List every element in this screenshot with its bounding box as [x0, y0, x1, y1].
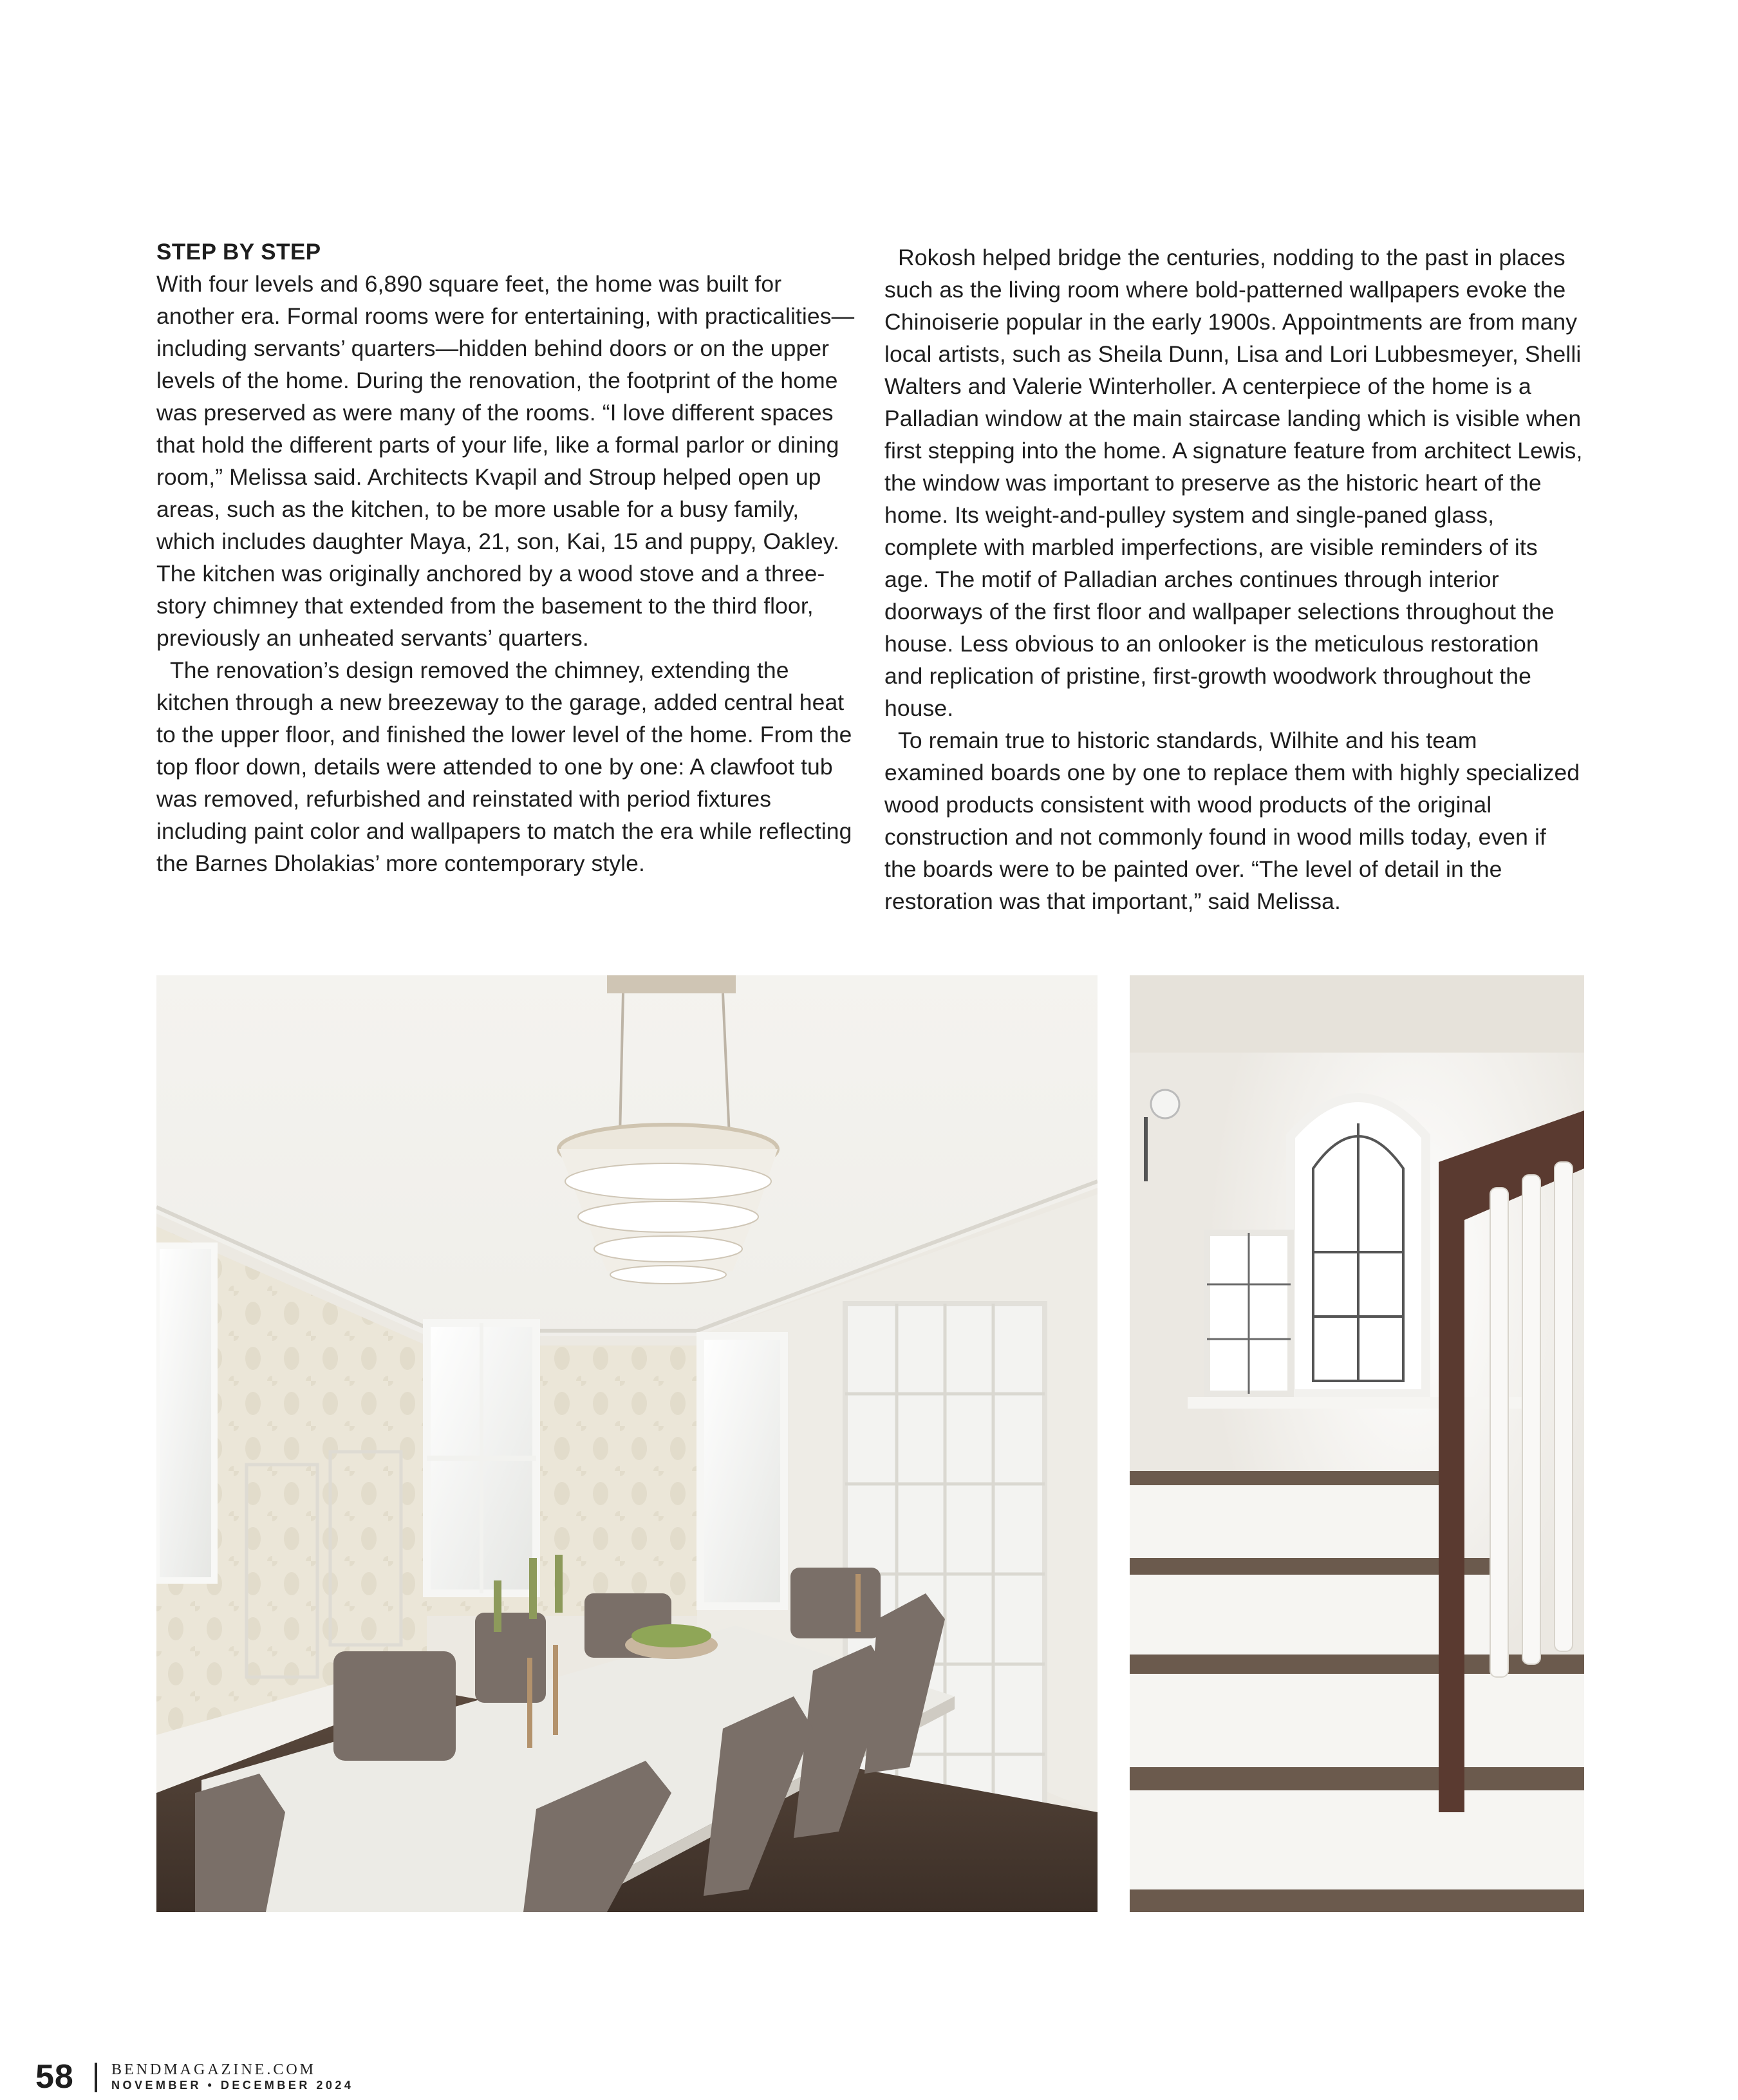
- section-heading: STEP BY STEP: [156, 239, 321, 265]
- body-paragraph: To remain true to historic standards, Wilhite and his team examined boards one by one to replace them with highly specialized wood products consistent with wood products of the original construction and not commonly found in wood mills today, even if the boards were to be painted over. “The level of detail in the restoration was that important,” said Melissa.: [884, 727, 1580, 914]
- body-paragraph: The renovation’s design removed the chimney, extending the kitchen through a new breezeway to the garage, added central heat to the upper floor, and finished the lower level of the home. From the top floor down, details were attended to one by one: A clawfoot tub was removed, refurbished and reinstated with period fixtures including paint color and wallpapers to match the era while reflecting the Barnes Dholakias’ more contemporary style.: [156, 657, 852, 876]
- footer-site: BENDMAGAZINE.COM: [111, 2061, 316, 2078]
- footer-issue: NOVEMBER • DECEMBER 2024: [111, 2079, 354, 2092]
- body-paragraph: Rokosh helped bridge the centuries, nodding to the past in places such as the living room where bold-patterned wallpapers evoke the Chinoiserie popular in the early 1900s. Appointments are from many local artists, such as Sheila Dunn, Lisa and Lori Lubbesmeyer, Shelli Walters and Valerie Winterholler. A centerpiece of the home is a Palladian window at the main staircase landing which is visible when first stepping into the home. A signature feature from architect Lewis, the window was important to preserve as the historic heart of the home. Its weight-and-pulley system and single-paned glass, complete with marbled imperfections, are visible reminders of its age. The motif of Palladian arches continues through interior doorways of the first floor and wallpaper selections throughout the house. Less obvious to an onlooker is the meticulous restoration and replication of pristine, first-growth woodwork throughout the house.: [884, 245, 1583, 721]
- footer-divider: [95, 2063, 97, 2092]
- left-column: [156, 237, 855, 879]
- right-column: [884, 241, 1583, 917]
- body-paragraph: With four levels and 6,890 square feet, the home was built for another era. Formal rooms were for entertaining, with practicalities—including servants’ quarters—hidden behind doors or on the upper levels of the home. During the renovation, the footprint of the home was preserved as were many of the rooms. “I love different spaces that hold the different parts of your life, like a formal parlor or dining room,” Melissa said. Architects Kvapil and Stroup helped open up areas, such as the kitchen, to be more usable for a busy family, which includes daughter Maya, 21, son, Kai, 15 and puppy, Oakley. The kitchen was originally anchored by a wood stove and a three-story chimney that extended from the basement to the third floor, previously an unheated servants’ quarters.: [156, 271, 855, 651]
- dining-room-photo: [156, 975, 1098, 1912]
- page-number: 58: [35, 2058, 74, 2095]
- staircase-photo: [1130, 975, 1584, 1912]
